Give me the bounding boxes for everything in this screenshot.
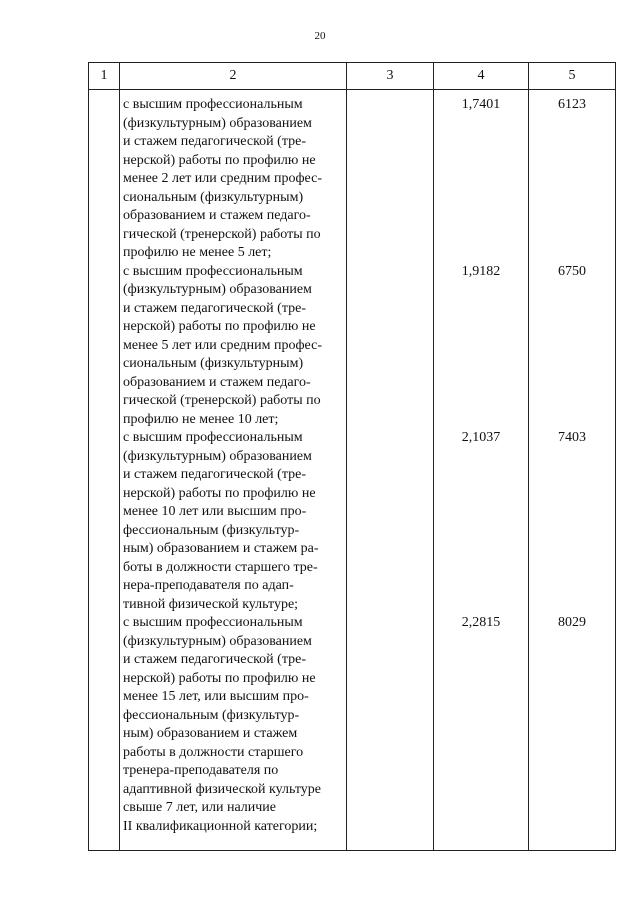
salary-cell: 6123	[529, 90, 616, 263]
description-text: с высшим профессиональным (физкультурным) образованием и стажем педагогической (тре- нерской) работы по профилю не менее 15 лет, или высшим про- фессиональным (физкультур- ным) образованием и стажем работы в должности старшего тренера-преподавателя по адаптивной физической культуре свыше 7 лет, или наличие II квалификационной категории;	[123, 615, 322, 834]
row-number-cell	[89, 90, 120, 263]
row-number-cell	[89, 614, 120, 851]
page-number: 20	[314, 30, 326, 42]
row-number-cell	[89, 263, 120, 430]
empty-cell	[347, 263, 434, 430]
column-header-1: 1	[89, 63, 120, 90]
coefficient-cell: 2,1037	[434, 429, 529, 614]
table-row	[89, 429, 616, 614]
qualification-description	[120, 263, 347, 430]
table-row	[89, 263, 616, 430]
coefficient-cell: 2,2815	[434, 614, 529, 851]
coefficient-cell: 1,9182	[434, 263, 529, 430]
qualification-description	[120, 429, 347, 614]
table-row	[89, 90, 616, 263]
salary-cell: 7403	[529, 429, 616, 614]
column-header-3: 3	[347, 63, 434, 90]
salary-cell: 6750	[529, 263, 616, 430]
empty-cell	[347, 614, 434, 851]
empty-cell	[347, 90, 434, 263]
description-text: с высшим профессиональным (физкультурным) образованием и стажем педагогической (тре- нерской) работы по профилю не менее 2 лет или средним профес- сиональным (физкультурным) образованием и стажем педаго- гической (тренерской) работы по профилю не менее 5 лет;	[123, 97, 322, 260]
qualification-salary-table	[88, 62, 616, 851]
table-header-row	[89, 63, 616, 90]
coefficient-cell: 1,7401	[434, 90, 529, 263]
column-header-5: 5	[529, 63, 616, 90]
salary-cell: 8029	[529, 614, 616, 851]
column-header-2: 2	[120, 63, 347, 90]
qualification-description	[120, 90, 347, 263]
qualification-description	[120, 614, 347, 851]
table-row	[89, 614, 616, 851]
empty-cell	[347, 429, 434, 614]
row-number-cell	[89, 429, 120, 614]
description-text: с высшим профессиональным (физкультурным) образованием и стажем педагогической (тре- нерской) работы по профилю не менее 5 лет или средним профес- сиональным (физкультурным) образованием и стажем педаго- гической (тренерской) работы по профилю не менее 10 лет;	[123, 263, 322, 427]
description-text: с высшим профессиональным (физкультурным) образованием и стажем педагогической (тре- нерской) работы по профилю не менее 10 лет или высшим про- фессиональным (физкультур- ным) образованием и стажем ра- боты в должности старшего тре- нера-преподавателя по адап- тивной физической культуре;	[123, 430, 319, 612]
column-header-4: 4	[434, 63, 529, 90]
